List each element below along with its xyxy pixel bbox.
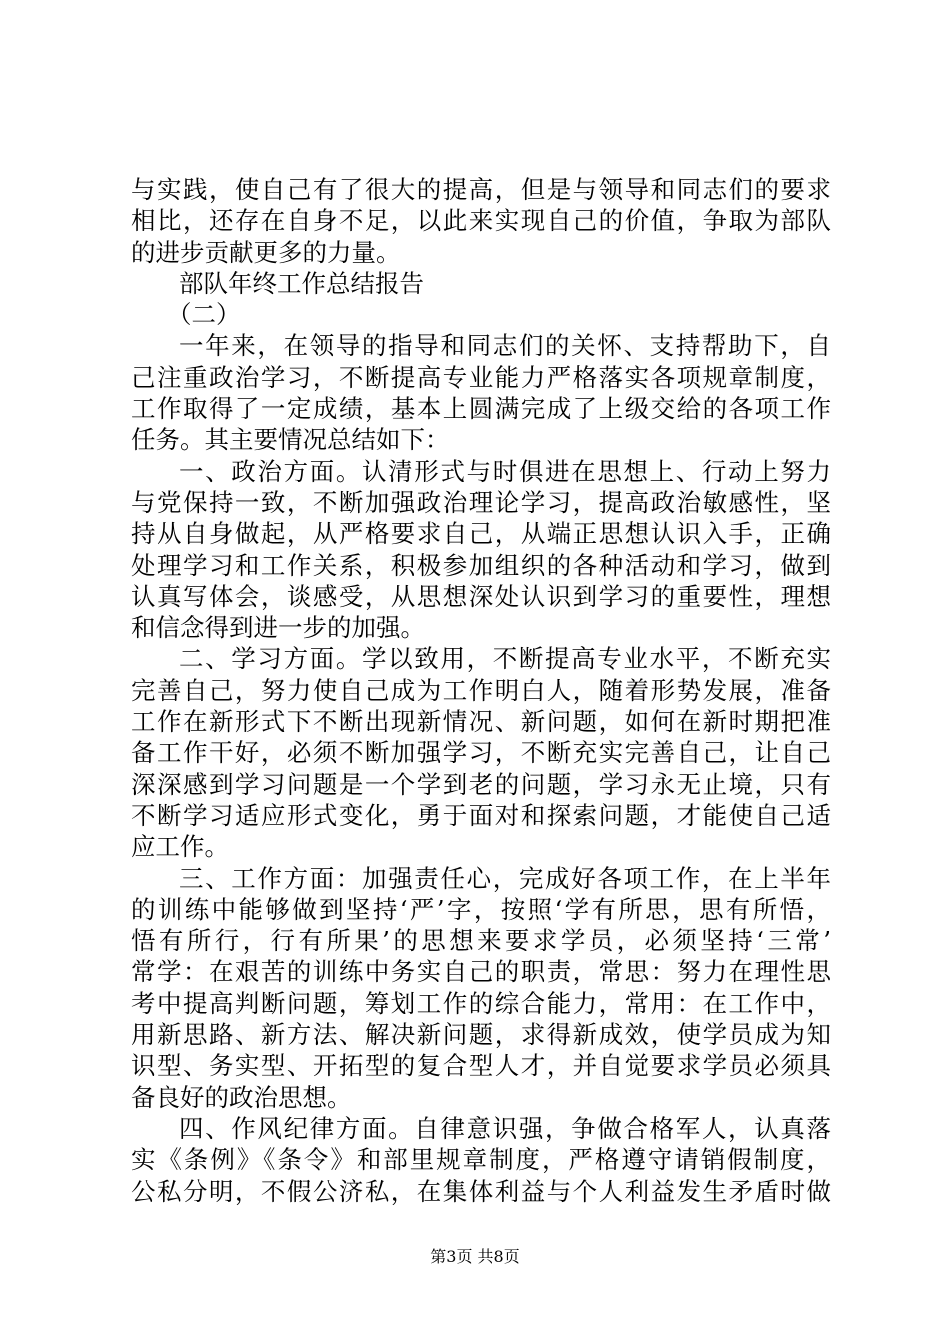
text-line: 完善自己，努力使自己成为工作明白人，随着形势发展，准备	[131, 675, 831, 705]
text-line: 任务。其主要情况总结如下：	[131, 425, 450, 455]
text-line: 与实践，使自己有了很大的提高，但是与领导和同志们的要求	[131, 175, 831, 204]
text-line: 和信念得到进一步的加强。	[131, 613, 425, 643]
document-body	[131, 174, 831, 1207]
text-line: 常学：在艰苦的训练中务实自己的职责，常思：努力在理性思	[131, 957, 831, 987]
text-line: 实《条例》《条令》和部里规章制度，严格遵守请销假制度，	[131, 1145, 831, 1175]
text-line: 与党保持一致，不断加强政治理论学习，提高政治敏感性，坚	[131, 487, 831, 517]
text-line: 处理学习和工作关系，积极参加组织的各种活动和学习，做到	[131, 550, 831, 580]
text-line: 己注重政治学习，不断提高专业能力严格落实各项规章制度，	[131, 362, 831, 392]
text-line: 不断学习适应形式变化，勇于面对和探索问题，才能使自己适	[131, 800, 831, 830]
section-title: 部队年终工作总结报告	[179, 268, 424, 298]
text-line: 的训练中能够做到坚持‘严’字，按照‘学有所思，思有所悟，	[131, 894, 831, 924]
section-subtitle: （二）	[167, 300, 241, 330]
text-line: 备良好的政治思想。	[131, 1082, 352, 1112]
text-line: 公私分明，不假公济私，在集体利益与个人利益发生矛盾时做	[131, 1176, 831, 1206]
text-line: 的进步贡献更多的力量。	[131, 237, 401, 267]
text-line: 考中提高判断问题，筹划工作的综合能力，常用：在工作中，	[131, 988, 831, 1018]
text-line: 二、学习方面。学以致用，不断提高专业水平，不断充实	[179, 644, 831, 674]
text-line: 认真写体会，谈感受，从思想深处认识到学习的重要性，理想	[131, 581, 831, 611]
text-line: 持从自身做起，从严格要求自己，从端正思想认识入手，正确	[131, 519, 831, 549]
text-line: 悟有所行，行有所果’的思想来要求学员，必须坚持‘三常’	[131, 926, 831, 956]
text-line: 相比，还存在自身不足，以此来实现自己的价值，争取为部队	[131, 206, 831, 236]
text-line: 三、工作方面：加强责任心，完成好各项工作，在上半年	[179, 863, 831, 893]
text-line: 备工作干好，必须不断加强学习，不断充实完善自己，让自己	[131, 738, 831, 768]
text-line: 应工作。	[131, 832, 229, 862]
text-line: 识型、务实型、开拓型的复合型人才，并自觉要求学员必须具	[131, 1051, 831, 1081]
text-line: 工作在新形式下不断出现新情况、新问题，如何在新时期把准	[131, 707, 831, 737]
text-line: 工作取得了一定成绩，基本上圆满完成了上级交给的各项工作	[131, 394, 831, 424]
text-line: 一年来，在领导的指导和同志们的关怀、支持帮助下，自	[179, 331, 831, 361]
text-line: 深深感到学习问题是一个学到老的问题，学习永无止境，只有	[131, 769, 831, 799]
text-line: 一、政治方面。认清形式与时俱进在思想上、行动上努力	[179, 456, 831, 486]
text-line: 用新思路、新方法、解决新问题，求得新成效，使学员成为知	[131, 1020, 831, 1050]
text-line: 四、作风纪律方面。自律意识强，争做合格军人，认真落	[179, 1113, 831, 1143]
page-number-footer: 第3页 共8页	[430, 1247, 520, 1266]
